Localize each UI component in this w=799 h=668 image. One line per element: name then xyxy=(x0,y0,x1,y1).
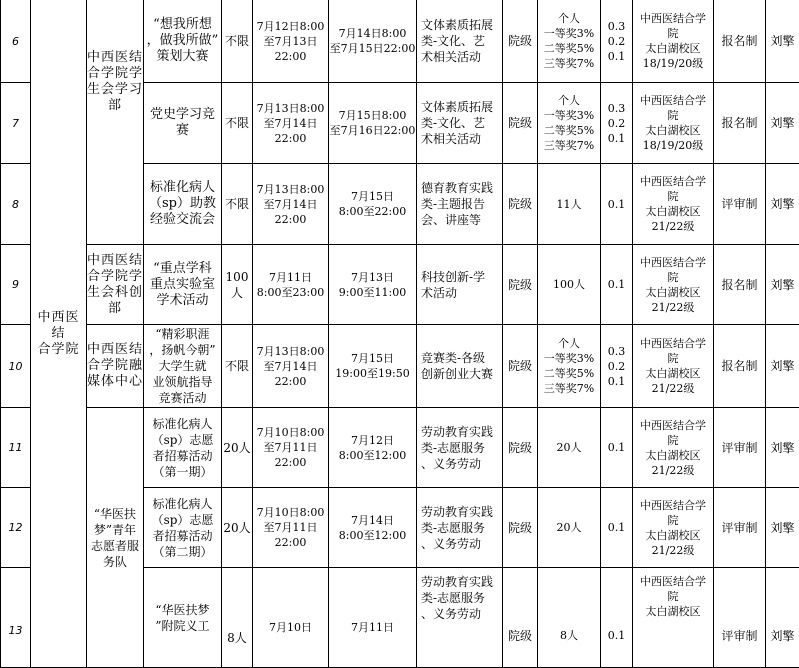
organizer-unit: 中西医结 合学院学 生会学习 部 xyxy=(87,0,144,245)
row-number: 12 xyxy=(0,488,31,568)
target-audience: 中西医结合学 院 太白湖校区 21/22级 xyxy=(633,325,714,408)
row-number: 8 xyxy=(0,164,31,245)
row-number: 11 xyxy=(0,408,31,488)
selection-method: 报名制 xyxy=(714,83,766,164)
row-number: 10 xyxy=(0,325,31,408)
contact-person: 刘擎 xyxy=(766,488,799,568)
contact-person: 刘擎 xyxy=(766,245,799,325)
event-time: 7月15日 19:00至19:50 xyxy=(329,325,417,408)
row-number: 9 xyxy=(0,245,31,325)
row-number: 13 xyxy=(0,568,31,668)
activity-category: 文体素质拓展 类-文化、艺 术相关活动 xyxy=(417,83,503,164)
signup-time: 7月13日8:00 至7月14日 22:00 xyxy=(253,325,329,408)
award-values: 0.3 0.2 0.1 xyxy=(601,325,633,408)
activity-name: 标准化病人 （sp）志愿 者招募活动 （第二期） xyxy=(144,488,222,568)
target-audience: 中西医结合学 院 太白湖校区 21/22级 xyxy=(633,488,714,568)
selection-method: 评审制 xyxy=(714,408,766,488)
selection-method: 评审制 xyxy=(714,164,766,245)
selection-method: 报名制 xyxy=(714,325,766,408)
award-values: 0.1 xyxy=(601,488,633,568)
activity-name: “重点学科 重点实验室 学术活动 xyxy=(144,245,222,325)
event-time: 7月12日 8:00至12:00 xyxy=(329,408,417,488)
participant-limit: 8人 xyxy=(222,568,253,668)
activity-level: 院级 xyxy=(503,164,538,245)
target-audience: 中西医结合学 院 太白湖校区 18/19/20级 xyxy=(633,0,714,83)
event-time: 7月14日8:00 至7月15日22:00 xyxy=(329,0,417,83)
activity-name: “华医扶梦 ”附院义工 xyxy=(144,568,222,668)
organizer-unit: 中西医结 合学院融 媒体中心 xyxy=(87,325,144,408)
signup-time: 7月12日8:00 至7月13日 22:00 xyxy=(253,0,329,83)
activity-level: 院级 xyxy=(503,568,538,668)
selection-method: 评审制 xyxy=(714,568,766,668)
target-audience: 中西医结合学 院 太白湖校区 21/22级 xyxy=(633,245,714,325)
target-audience: 中西医结合学 院 太白湖校区 xyxy=(633,568,714,668)
activity-category: 德育教育实践 类-主题报告 会、讲座等 xyxy=(417,164,503,245)
activity-category: 劳动教育实践 类-志愿服务 、义务劳动 xyxy=(417,488,503,568)
selection-method: 报名制 xyxy=(714,0,766,83)
signup-time: 7月10日8:00 至7月11日 22:00 xyxy=(253,408,329,488)
award-names: 个人 一等奖3% 二等奖5% 三等奖7% xyxy=(538,83,601,164)
organizer-unit: 中西医结 合学院学 生会科创 部 xyxy=(87,245,144,325)
participant-limit: 不限 xyxy=(222,164,253,245)
award-values: 0.1 xyxy=(601,164,633,245)
activity-name: 党史学习竞 赛 xyxy=(144,83,222,164)
event-time: 7月15日8:00 至7月16日22:00 xyxy=(329,83,417,164)
activity-category: 文体素质拓展 类-文化、艺 术相关活动 xyxy=(417,0,503,83)
activity-name: 标准化病人 （sp）助教 经验交流会 xyxy=(144,164,222,245)
event-time: 7月15日 8:00至22:00 xyxy=(329,164,417,245)
activity-name: “想我所想 ，做我所做” 策划大赛 xyxy=(144,0,222,83)
award-values: 0.1 xyxy=(601,408,633,488)
signup-time: 7月11日 8:00至23:00 xyxy=(253,245,329,325)
event-time: 7月13日 9:00至11:00 xyxy=(329,245,417,325)
award-names: 11人 xyxy=(538,164,601,245)
award-values: 0.1 xyxy=(601,245,633,325)
award-values: 0.3 0.2 0.1 xyxy=(601,0,633,83)
award-names: 100人 xyxy=(538,245,601,325)
award-names: 20人 xyxy=(538,408,601,488)
signup-time: 7月13日8:00 至7月14日 22:00 xyxy=(253,83,329,164)
activity-level: 院级 xyxy=(503,83,538,164)
target-audience: 中西医结合学 院 太白湖校区 21/22级 xyxy=(633,408,714,488)
activity-category: 竞赛类-各级 创新创业大赛 xyxy=(417,325,503,408)
event-time: 7月14日 8:00至12:00 xyxy=(329,488,417,568)
award-names: 个人 一等奖3% 二等奖5% 三等奖7% xyxy=(538,0,601,83)
contact-person: 刘擎 xyxy=(766,568,799,668)
contact-person: 刘擎 xyxy=(766,0,799,83)
target-audience: 中西医结合学 院 太白湖校区 21/22级 xyxy=(633,164,714,245)
award-names: 20人 xyxy=(538,488,601,568)
event-time: 7月11日 xyxy=(329,568,417,668)
selection-method: 评审制 xyxy=(714,488,766,568)
activity-category: 科技创新-学 术活动 xyxy=(417,245,503,325)
participant-limit: 不限 xyxy=(222,0,253,83)
activity-level: 院级 xyxy=(503,488,538,568)
contact-person: 刘擎 xyxy=(766,408,799,488)
award-values: 0.3 0.2 0.1 xyxy=(601,83,633,164)
activity-name: “精彩职涯 ，扬帆今朝” 大学生就 业领航指导 竞赛活动 xyxy=(144,325,222,408)
selection-method: 报名制 xyxy=(714,245,766,325)
activity-name: 标准化病人 （sp）志愿 者招募活动 （第一期） xyxy=(144,408,222,488)
organizer-unit: “华医扶 梦”青年 志愿者服 务队 xyxy=(87,408,144,668)
activity-level: 院级 xyxy=(503,325,538,408)
row-number: 7 xyxy=(0,83,31,164)
activity-level: 院级 xyxy=(503,408,538,488)
contact-person: 刘擎 xyxy=(766,164,799,245)
activity-level: 院级 xyxy=(503,0,538,83)
award-names: 个人 一等奖3% 二等奖5% 三等奖7% xyxy=(538,325,601,408)
participant-limit: 100人 xyxy=(222,245,253,325)
participant-limit: 20人 xyxy=(222,408,253,488)
signup-time: 7月10日8:00 至7月11日 22:00 xyxy=(253,488,329,568)
signup-time: 7月13日8:00 至7月14日 22:00 xyxy=(253,164,329,245)
activity-category: 劳动教育实践 类-志愿服务 、义务劳动 xyxy=(417,568,503,668)
participant-limit: 不限 xyxy=(222,83,253,164)
signup-time: 7月10日 xyxy=(253,568,329,668)
activity-level: 院级 xyxy=(503,245,538,325)
contact-person: 刘擎 xyxy=(766,83,799,164)
activity-category: 劳动教育实践 类-志愿服务 、义务劳动 xyxy=(417,408,503,488)
college-group: 中西医结 合学院 xyxy=(31,0,87,668)
row-number: 6 xyxy=(0,0,31,83)
target-audience: 中西医结合学 院 太白湖校区 18/19/20级 xyxy=(633,83,714,164)
award-values: 0.1 xyxy=(601,568,633,668)
participant-limit: 不限 xyxy=(222,325,253,408)
award-names: 8人 xyxy=(538,568,601,668)
contact-person: 刘擎 xyxy=(766,325,799,408)
participant-limit: 20人 xyxy=(222,488,253,568)
